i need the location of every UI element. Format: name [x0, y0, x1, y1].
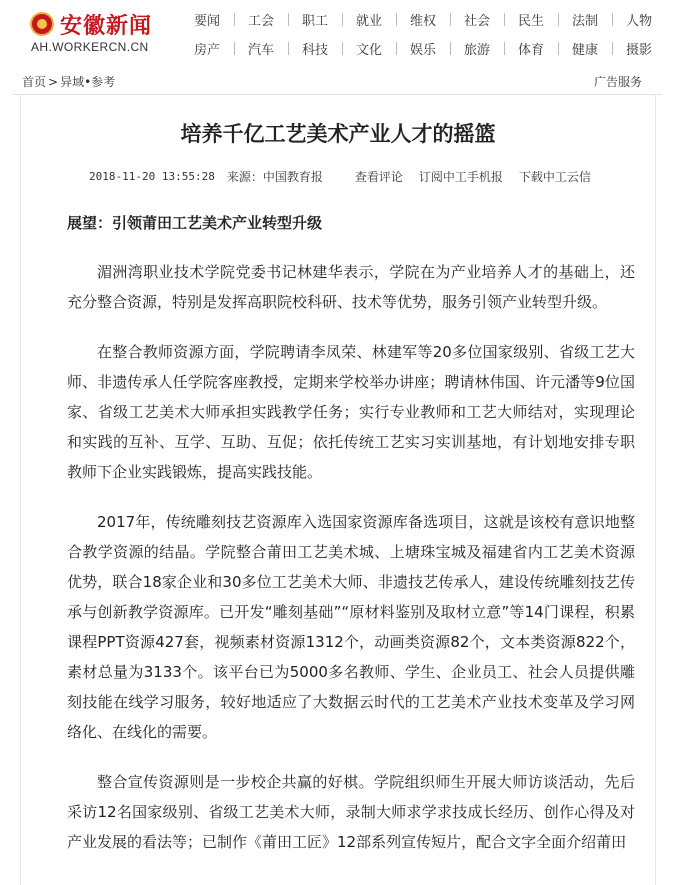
article-container [20, 95, 656, 885]
nav-item-fazhi[interactable]: 法制 [558, 10, 612, 29]
nav-item-wenhua[interactable]: 文化 [342, 39, 396, 58]
nav-item-renwu[interactable]: 人物 [612, 10, 666, 29]
nav-item-yaowen[interactable]: 要闻 [193, 13, 220, 29]
site-logo[interactable] [30, 8, 170, 58]
nav-item-gonghui[interactable]: 工会 [234, 10, 288, 29]
nav-item-weiquan[interactable]: 维权 [396, 10, 450, 29]
breadcrumb-section[interactable]: 异域•参考 [60, 75, 116, 89]
nav-item-jiuye[interactable]: 就业 [342, 10, 396, 29]
article-paragraph: 整合宣传资源则是一步校企共赢的好棋。学院组织师生开展大师访谈活动，先后采访12名国家级别、省级工艺美术大师，录制大师求学求技成长经历、创作心得及对产业发展的看法等；已制作《莆田工匠》12部系列宣传短片，配合文字全面介绍莆田 [67, 773, 635, 851]
article-paragraph: 2017年，传统雕刻技艺资源库入选国家资源库备选项目，这就是该校有意识地整合教学资源的结晶。学院整合莆田工艺美术城、上塘珠宝城及福建省内工艺美术资源优势，联合18家企业和30多位工艺美术大师、非遗技艺传承人，建设传统雕刻技艺传承与创新教学资源库。已开发“雕刻基础”“原材料鉴别及取材立意”等14门课程，积累课程PPT资源427套，视频素材资源1312个，动画类资源82个，文本类资源822个，素材总量为3133个。该平台已为5000多名教师、学生、企业员工、社会人员提供雕刻技能在线学习服务，较好地适应了大数据云时代的工艺美术产业技术变革及学习网络化、在线化的需要。 [67, 513, 635, 741]
publish-date: 2018-11-20 13:55:28 [89, 170, 215, 183]
nav-item-zhigong[interactable]: 职工 [288, 10, 342, 29]
article-title: 培养千亿工艺美术产业人才的摇篮 [180, 122, 496, 146]
ad-service-link[interactable]: 广告服务 [593, 75, 642, 89]
article-meta [89, 168, 607, 185]
breadcrumb-bar [12, 68, 662, 95]
nav-item-fangchan[interactable]: 房产 [193, 42, 220, 58]
workers-union-emblem-icon [30, 12, 54, 36]
nav-row-secondary [180, 38, 666, 58]
nav-item-tiyu[interactable]: 体育 [504, 39, 558, 58]
nav-item-minsheng[interactable]: 民生 [504, 10, 558, 29]
nav-item-yule[interactable]: 娱乐 [396, 39, 450, 58]
article-subheading: 展望：引领莆田工艺美术产业转型升级 [67, 214, 323, 232]
article-paragraph: 湄洲湾职业技术学院党委书记林建华表示，学院在为产业培养人才的基础上，还充分整合资源，特别是发挥高职院校科研、技术等优势，服务引领产业转型升级。 [67, 263, 635, 311]
nav-item-lvyou[interactable]: 旅游 [450, 39, 504, 58]
article-source: 来源：中国教育报 [226, 170, 323, 184]
breadcrumb-home[interactable]: 首页 [22, 75, 47, 89]
view-comments-link[interactable]: 查看评论 [354, 170, 403, 184]
site-domain: AH.WORKERCN.CN [31, 40, 149, 54]
nav-item-keji[interactable]: 科技 [288, 39, 342, 58]
nav-item-qiche[interactable]: 汽车 [234, 39, 288, 58]
article-body [67, 208, 635, 877]
article-paragraph: 在整合教师资源方面，学院聘请李凤荣、林建军等20多位国家级别、省级工艺大师、非遗传承人任学院客座教授，定期来学校举办讲座；聘请林伟国、许元潘等9位国家、省级工艺美术大师承担实践教学任务；实行专业教师和工艺大师结对，实现理论和实践的互补、互学、互助、互促；依托传统工艺实习实训基地，有计划地安排专职教师下企业实践锻炼，提高实践技能。 [67, 343, 635, 481]
subscribe-mobile-news-link[interactable]: 订阅中工手机报 [418, 170, 503, 184]
download-app-link[interactable]: 下载中工云信 [518, 170, 591, 184]
site-header [0, 0, 676, 66]
nav-row-primary [180, 9, 666, 29]
breadcrumb [22, 73, 115, 90]
nav-item-sheying[interactable]: 摄影 [612, 39, 666, 58]
nav-item-shehui[interactable]: 社会 [450, 10, 504, 29]
site-name: 安徽新闻 [60, 14, 153, 39]
nav-item-jiankang[interactable]: 健康 [558, 39, 612, 58]
breadcrumb-separator: > [48, 75, 59, 89]
